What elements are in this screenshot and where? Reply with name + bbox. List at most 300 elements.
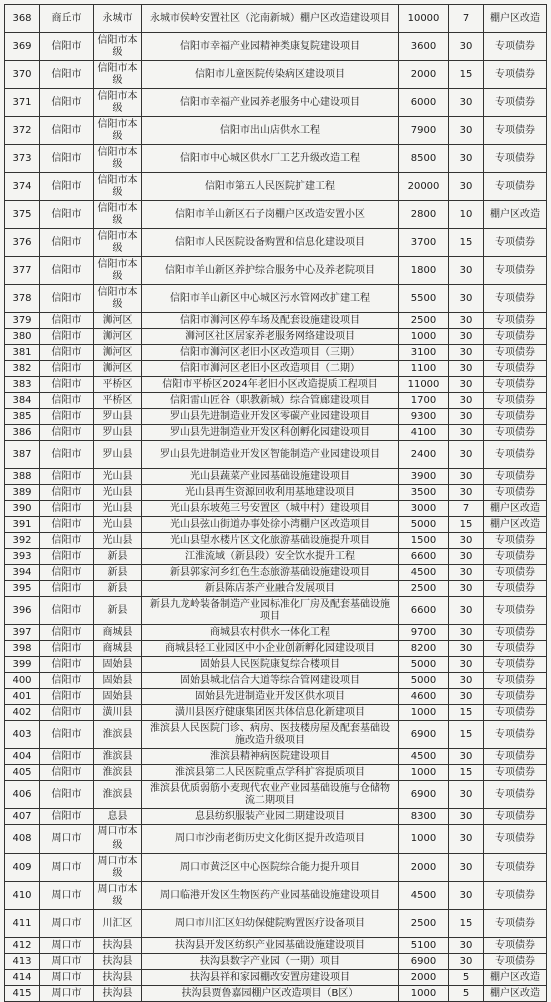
- bond-type-cell: 专项债券: [484, 765, 547, 781]
- city-cell: 信阳市: [40, 721, 94, 749]
- row-number-cell: 414: [5, 970, 40, 986]
- row-number-cell: 389: [5, 485, 40, 501]
- project-name-cell: 周口市川汇区妇幼保健院购置医疗设备项目: [142, 910, 399, 938]
- row-number-cell: 374: [5, 173, 40, 201]
- table-row: [5, 954, 547, 970]
- amount-cell: 5100: [399, 938, 449, 954]
- city-cell: 商丘市: [40, 5, 94, 33]
- row-number-cell: 406: [5, 781, 40, 809]
- bond-type-cell: 专项债券: [484, 910, 547, 938]
- project-name-cell: 固始县城北信合大道等综合管网建设项目: [142, 673, 399, 689]
- project-name-cell: 光山县望水楼片区文化旅游基础设施提升项目: [142, 533, 399, 549]
- project-name-cell: 扶沟县数字产业园（一期）项目: [142, 954, 399, 970]
- city-cell: 信阳市: [40, 625, 94, 641]
- district-cell: 新县: [94, 549, 142, 565]
- years-cell: 30: [449, 657, 484, 673]
- district-cell: 固始县: [94, 689, 142, 705]
- table-row: [5, 673, 547, 689]
- district-cell: 信阳市本级: [94, 117, 142, 145]
- table-row: [5, 5, 547, 33]
- city-cell: 信阳市: [40, 393, 94, 409]
- amount-cell: 5000: [399, 657, 449, 673]
- bond-type-cell: 专项债券: [484, 625, 547, 641]
- project-name-cell: 信阳市浉河区停车场及配套设施建设项目: [142, 313, 399, 329]
- bond-type-cell: 专项债券: [484, 313, 547, 329]
- district-cell: 新县: [94, 597, 142, 625]
- row-number-cell: 415: [5, 986, 40, 1002]
- row-number-cell: 410: [5, 882, 40, 910]
- project-name-cell: 商城县农村供水一体化工程: [142, 625, 399, 641]
- district-cell: 新县: [94, 565, 142, 581]
- bond-type-cell: 专项债券: [484, 89, 547, 117]
- bond-type-cell: 专项债券: [484, 689, 547, 705]
- row-number-cell: 379: [5, 313, 40, 329]
- district-cell: 光山县: [94, 501, 142, 517]
- district-cell: 商城县: [94, 641, 142, 657]
- bond-type-cell: 专项债券: [484, 425, 547, 441]
- amount-cell: 8300: [399, 809, 449, 825]
- project-name-cell: 周口临港开发区生物医药产业园基础设施建设项目: [142, 882, 399, 910]
- row-number-cell: 400: [5, 673, 40, 689]
- city-cell: 信阳市: [40, 285, 94, 313]
- table-row: [5, 781, 547, 809]
- city-cell: 信阳市: [40, 657, 94, 673]
- years-cell: 30: [449, 854, 484, 882]
- project-name-cell: 永城市侯岭安置社区（沱南新城）棚户区改造建设项目: [142, 5, 399, 33]
- table-row: [5, 533, 547, 549]
- row-number-cell: 376: [5, 229, 40, 257]
- city-cell: 周口市: [40, 910, 94, 938]
- row-number-cell: 370: [5, 61, 40, 89]
- project-name-cell: 扶沟县祥和家园棚改安置房建设项目: [142, 970, 399, 986]
- row-number-cell: 412: [5, 938, 40, 954]
- bond-type-cell: 专项债券: [484, 469, 547, 485]
- district-cell: 周口市本级: [94, 882, 142, 910]
- row-number-cell: 395: [5, 581, 40, 597]
- years-cell: 30: [449, 345, 484, 361]
- city-cell: 信阳市: [40, 501, 94, 517]
- amount-cell: 6900: [399, 781, 449, 809]
- project-name-cell: 淮滨县精神病医院建设项目: [142, 749, 399, 765]
- row-number-cell: 392: [5, 533, 40, 549]
- row-number-cell: 388: [5, 469, 40, 485]
- row-number-cell: 391: [5, 517, 40, 533]
- bond-type-cell: 专项债券: [484, 441, 547, 469]
- table-row: [5, 485, 547, 501]
- amount-cell: 1500: [399, 533, 449, 549]
- years-cell: 30: [449, 441, 484, 469]
- years-cell: 30: [449, 409, 484, 425]
- district-cell: 信阳市本级: [94, 173, 142, 201]
- city-cell: 信阳市: [40, 533, 94, 549]
- city-cell: 信阳市: [40, 145, 94, 173]
- city-cell: 信阳市: [40, 329, 94, 345]
- district-cell: 扶沟县: [94, 938, 142, 954]
- years-cell: 30: [449, 361, 484, 377]
- amount-cell: 2000: [399, 854, 449, 882]
- bond-type-cell: 专项债券: [484, 377, 547, 393]
- row-number-cell: 402: [5, 705, 40, 721]
- project-name-cell: 信阳市幸福产业园精神类康复院建设项目: [142, 33, 399, 61]
- project-name-cell: 信阳市人民医院设备购置和信息化建设项目: [142, 229, 399, 257]
- table-row: [5, 469, 547, 485]
- bond-type-cell: 专项债券: [484, 173, 547, 201]
- table-row: [5, 970, 547, 986]
- district-cell: 扶沟县: [94, 986, 142, 1002]
- city-cell: 信阳市: [40, 581, 94, 597]
- amount-cell: 1000: [399, 765, 449, 781]
- bond-type-cell: 专项债券: [484, 641, 547, 657]
- district-cell: 周口市本级: [94, 825, 142, 854]
- row-number-cell: 398: [5, 641, 40, 657]
- amount-cell: 20000: [399, 173, 449, 201]
- project-name-cell: 息县纺织服装产业园二期建设项目: [142, 809, 399, 825]
- project-name-cell: 扶沟县开发区纺织产业园基础设施建设项目: [142, 938, 399, 954]
- district-cell: 扶沟县: [94, 954, 142, 970]
- project-name-cell: 扶沟县贾鲁嘉园棚户区改造项目（B区）: [142, 986, 399, 1002]
- city-cell: 信阳市: [40, 313, 94, 329]
- amount-cell: 6000: [399, 89, 449, 117]
- city-cell: 信阳市: [40, 765, 94, 781]
- table-row: [5, 657, 547, 673]
- amount-cell: 6900: [399, 954, 449, 970]
- table-row: [5, 565, 547, 581]
- years-cell: 30: [449, 749, 484, 765]
- years-cell: 7: [449, 501, 484, 517]
- bond-type-cell: 专项债券: [484, 329, 547, 345]
- district-cell: 罗山县: [94, 441, 142, 469]
- amount-cell: 4500: [399, 749, 449, 765]
- years-cell: 15: [449, 910, 484, 938]
- bond-type-cell: 专项债券: [484, 854, 547, 882]
- amount-cell: 1000: [399, 329, 449, 345]
- years-cell: 30: [449, 257, 484, 285]
- table-row: [5, 910, 547, 938]
- amount-cell: 2000: [399, 61, 449, 89]
- city-cell: 周口市: [40, 970, 94, 986]
- district-cell: 浉河区: [94, 329, 142, 345]
- project-name-cell: 信阳市儿童医院传染病区建设项目: [142, 61, 399, 89]
- amount-cell: 2500: [399, 581, 449, 597]
- bond-type-cell: 专项债券: [484, 409, 547, 425]
- city-cell: 信阳市: [40, 689, 94, 705]
- bond-type-cell: 专项债券: [484, 673, 547, 689]
- bond-type-cell: 专项债券: [484, 285, 547, 313]
- amount-cell: 1800: [399, 257, 449, 285]
- table-row: [5, 173, 547, 201]
- years-cell: 5: [449, 970, 484, 986]
- project-name-cell: 光山县东坡苑三号安置区（城中村）建设项目: [142, 501, 399, 517]
- amount-cell: 3500: [399, 485, 449, 501]
- table-row: [5, 581, 547, 597]
- years-cell: 30: [449, 565, 484, 581]
- project-name-cell: 淮滨县第二人民医院重点学科扩容提质项目: [142, 765, 399, 781]
- city-cell: 信阳市: [40, 229, 94, 257]
- district-cell: 浉河区: [94, 345, 142, 361]
- table-row: [5, 689, 547, 705]
- project-name-cell: 潢川县医疗健康集团医共体信息化新建项目: [142, 705, 399, 721]
- district-cell: 光山县: [94, 533, 142, 549]
- row-number-cell: 393: [5, 549, 40, 565]
- years-cell: 30: [449, 425, 484, 441]
- row-number-cell: 411: [5, 910, 40, 938]
- bond-type-cell: 专项债券: [484, 749, 547, 765]
- district-cell: 信阳市本级: [94, 33, 142, 61]
- city-cell: 信阳市: [40, 641, 94, 657]
- amount-cell: 5000: [399, 673, 449, 689]
- city-cell: 信阳市: [40, 361, 94, 377]
- district-cell: 平桥区: [94, 393, 142, 409]
- amount-cell: 9700: [399, 625, 449, 641]
- bond-type-cell: 专项债券: [484, 721, 547, 749]
- bond-type-cell: 专项债券: [484, 393, 547, 409]
- amount-cell: 8200: [399, 641, 449, 657]
- bond-type-cell: 专项债券: [484, 657, 547, 673]
- row-number-cell: 377: [5, 257, 40, 285]
- district-cell: 罗山县: [94, 409, 142, 425]
- row-number-cell: 385: [5, 409, 40, 425]
- project-name-cell: 淮滨县人民医院门诊、病房、医技楼房屋及配套基础设施改造升级项目: [142, 721, 399, 749]
- table-row: [5, 549, 547, 565]
- city-cell: 信阳市: [40, 201, 94, 229]
- amount-cell: 5000: [399, 517, 449, 533]
- bond-type-cell: 专项债券: [484, 938, 547, 954]
- table-row: [5, 117, 547, 145]
- district-cell: 固始县: [94, 657, 142, 673]
- project-name-cell: 新县郭家河乡红色生态旅游基础设施建设项目: [142, 565, 399, 581]
- years-cell: 30: [449, 673, 484, 689]
- table-row: [5, 854, 547, 882]
- amount-cell: 2500: [399, 910, 449, 938]
- row-number-cell: 390: [5, 501, 40, 517]
- city-cell: 信阳市: [40, 377, 94, 393]
- years-cell: 30: [449, 882, 484, 910]
- row-number-cell: 383: [5, 377, 40, 393]
- table-row: [5, 145, 547, 173]
- years-cell: 30: [449, 597, 484, 625]
- years-cell: 30: [449, 145, 484, 173]
- project-name-cell: 周口市黄泛区中心医院综合能力提升项目: [142, 854, 399, 882]
- city-cell: 信阳市: [40, 61, 94, 89]
- years-cell: 15: [449, 229, 484, 257]
- row-number-cell: 380: [5, 329, 40, 345]
- years-cell: 15: [449, 721, 484, 749]
- project-name-cell: 信阳市羊山新区养护综合服务中心及养老院项目: [142, 257, 399, 285]
- row-number-cell: 378: [5, 285, 40, 313]
- project-name-cell: 光山县蔬菜产业园基础设施建设项目: [142, 469, 399, 485]
- table-row: [5, 825, 547, 854]
- district-cell: 川汇区: [94, 910, 142, 938]
- row-number-cell: 401: [5, 689, 40, 705]
- district-cell: 永城市: [94, 5, 142, 33]
- project-name-cell: 新县陈店茶产业融合发展项目: [142, 581, 399, 597]
- table-row: [5, 201, 547, 229]
- amount-cell: 1000: [399, 825, 449, 854]
- years-cell: 30: [449, 377, 484, 393]
- city-cell: 信阳市: [40, 705, 94, 721]
- city-cell: 信阳市: [40, 749, 94, 765]
- years-cell: 30: [449, 581, 484, 597]
- row-number-cell: 369: [5, 33, 40, 61]
- amount-cell: 2000: [399, 970, 449, 986]
- district-cell: 潢川县: [94, 705, 142, 721]
- bond-type-cell: 专项债券: [484, 361, 547, 377]
- years-cell: 5: [449, 986, 484, 1002]
- bond-type-cell: 专项债券: [484, 597, 547, 625]
- project-name-cell: 信阳市中心城区供水厂工艺升级改造工程: [142, 145, 399, 173]
- city-cell: 信阳市: [40, 441, 94, 469]
- bond-type-cell: 棚户区改造: [484, 970, 547, 986]
- project-name-cell: 商城县轻工业园区中小企业创新孵化园建设项目: [142, 641, 399, 657]
- bond-type-cell: 专项债券: [484, 882, 547, 910]
- years-cell: 30: [449, 285, 484, 313]
- project-table-sheet: [4, 4, 546, 1002]
- city-cell: 信阳市: [40, 345, 94, 361]
- table-row: [5, 809, 547, 825]
- row-number-cell: 405: [5, 765, 40, 781]
- bond-type-cell: 专项债券: [484, 485, 547, 501]
- amount-cell: 4600: [399, 689, 449, 705]
- district-cell: 信阳市本级: [94, 201, 142, 229]
- years-cell: 30: [449, 938, 484, 954]
- project-name-cell: 周口市沙南老街历史文化街区提升改造项目: [142, 825, 399, 854]
- years-cell: 30: [449, 469, 484, 485]
- table-row: [5, 257, 547, 285]
- amount-cell: 9300: [399, 409, 449, 425]
- amount-cell: 4100: [399, 425, 449, 441]
- city-cell: 信阳市: [40, 409, 94, 425]
- years-cell: 15: [449, 517, 484, 533]
- city-cell: 信阳市: [40, 173, 94, 201]
- bond-type-cell: 棚户区改造: [484, 201, 547, 229]
- city-cell: 信阳市: [40, 565, 94, 581]
- city-cell: 信阳市: [40, 673, 94, 689]
- city-cell: 周口市: [40, 954, 94, 970]
- years-cell: 30: [449, 549, 484, 565]
- years-cell: 30: [449, 485, 484, 501]
- table-row: [5, 721, 547, 749]
- years-cell: 15: [449, 765, 484, 781]
- amount-cell: 3600: [399, 33, 449, 61]
- district-cell: 浉河区: [94, 313, 142, 329]
- bond-type-cell: 专项债券: [484, 825, 547, 854]
- district-cell: 淮滨县: [94, 749, 142, 765]
- city-cell: 信阳市: [40, 89, 94, 117]
- city-cell: 信阳市: [40, 485, 94, 501]
- amount-cell: 11000: [399, 377, 449, 393]
- bond-type-cell: 专项债券: [484, 257, 547, 285]
- amount-cell: 6900: [399, 721, 449, 749]
- row-number-cell: 372: [5, 117, 40, 145]
- bond-type-cell: 专项债券: [484, 954, 547, 970]
- table-row: [5, 409, 547, 425]
- project-name-cell: 信阳市羊山新区中心城区污水管网改扩建工程: [142, 285, 399, 313]
- amount-cell: 3000: [399, 501, 449, 517]
- bond-type-cell: 专项债券: [484, 565, 547, 581]
- row-number-cell: 368: [5, 5, 40, 33]
- bond-type-cell: 棚户区改造: [484, 517, 547, 533]
- bond-type-cell: 棚户区改造: [484, 501, 547, 517]
- bond-type-cell: 专项债券: [484, 33, 547, 61]
- table-row: [5, 625, 547, 641]
- project-name-cell: 信阳市羊山新区石子岗棚户区改造安置小区: [142, 201, 399, 229]
- row-number-cell: 396: [5, 597, 40, 625]
- years-cell: 7: [449, 5, 484, 33]
- district-cell: 淮滨县: [94, 721, 142, 749]
- project-name-cell: 罗山县先进制造业开发区科创孵化园建设项目: [142, 425, 399, 441]
- bond-type-cell: 专项债券: [484, 781, 547, 809]
- table-row: [5, 285, 547, 313]
- district-cell: 平桥区: [94, 377, 142, 393]
- district-cell: 淮滨县: [94, 765, 142, 781]
- table-row: [5, 938, 547, 954]
- years-cell: 30: [449, 809, 484, 825]
- bond-type-cell: 棚户区改造: [484, 986, 547, 1002]
- city-cell: 信阳市: [40, 517, 94, 533]
- row-number-cell: 397: [5, 625, 40, 641]
- project-name-cell: 信阳市出山店供水工程: [142, 117, 399, 145]
- table-row: [5, 329, 547, 345]
- amount-cell: 2500: [399, 313, 449, 329]
- years-cell: 10: [449, 201, 484, 229]
- row-number-cell: 404: [5, 749, 40, 765]
- city-cell: 信阳市: [40, 597, 94, 625]
- amount-cell: 3100: [399, 345, 449, 361]
- table-row: [5, 89, 547, 117]
- years-cell: 30: [449, 825, 484, 854]
- table-row: [5, 986, 547, 1002]
- district-cell: 信阳市本级: [94, 257, 142, 285]
- row-number-cell: 384: [5, 393, 40, 409]
- project-name-cell: 浉河区社区居家养老服务网络建设项目: [142, 329, 399, 345]
- district-cell: 固始县: [94, 673, 142, 689]
- city-cell: 信阳市: [40, 781, 94, 809]
- city-cell: 信阳市: [40, 33, 94, 61]
- amount-cell: 6600: [399, 597, 449, 625]
- district-cell: 信阳市本级: [94, 61, 142, 89]
- amount-cell: 3900: [399, 469, 449, 485]
- project-name-cell: 信阳市幸福产业园养老服务中心建设项目: [142, 89, 399, 117]
- years-cell: 30: [449, 625, 484, 641]
- project-name-cell: 信阳市浉河区老旧小区改造项目（二期）: [142, 361, 399, 377]
- row-number-cell: 381: [5, 345, 40, 361]
- district-cell: 息县: [94, 809, 142, 825]
- city-cell: 周口市: [40, 854, 94, 882]
- district-cell: 信阳市本级: [94, 229, 142, 257]
- amount-cell: 1100: [399, 361, 449, 377]
- project-name-cell: 信阳雷山匠谷（职教新城）综合管廊建设项目: [142, 393, 399, 409]
- amount-cell: 4500: [399, 882, 449, 910]
- row-number-cell: 403: [5, 721, 40, 749]
- district-cell: 周口市本级: [94, 854, 142, 882]
- row-number-cell: 408: [5, 825, 40, 854]
- city-cell: 周口市: [40, 986, 94, 1002]
- bond-type-cell: 棚户区改造: [484, 5, 547, 33]
- row-number-cell: 373: [5, 145, 40, 173]
- row-number-cell: 409: [5, 854, 40, 882]
- row-number-cell: 399: [5, 657, 40, 673]
- table-row: [5, 425, 547, 441]
- amount-cell: 1000: [399, 986, 449, 1002]
- district-cell: 淮滨县: [94, 781, 142, 809]
- amount-cell: 2800: [399, 201, 449, 229]
- project-name-cell: 光山县再生资源回收利用基地建设项目: [142, 485, 399, 501]
- city-cell: 信阳市: [40, 117, 94, 145]
- bond-type-cell: 专项债券: [484, 145, 547, 173]
- city-cell: 周口市: [40, 938, 94, 954]
- bond-type-cell: 专项债券: [484, 581, 547, 597]
- table-row: [5, 765, 547, 781]
